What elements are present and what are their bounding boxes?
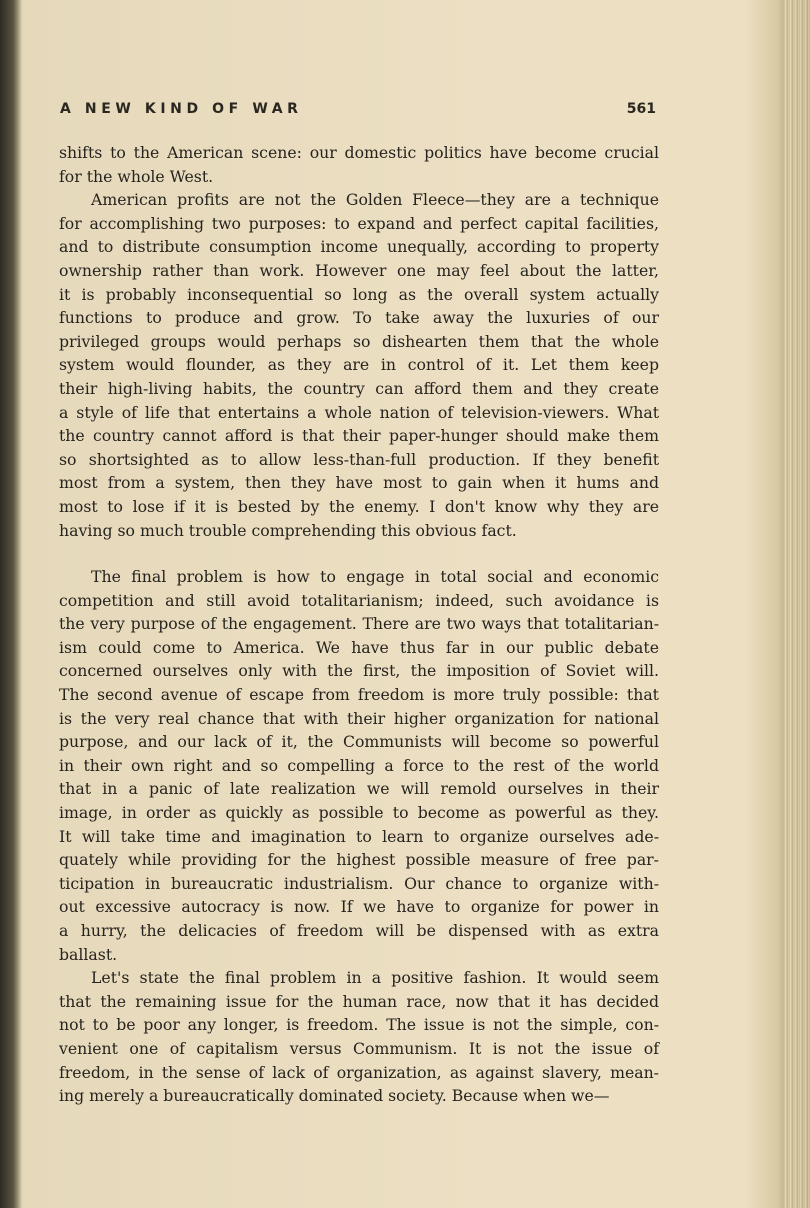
text-line: privileged groups would perhaps so dishearten them that the whole — [59, 331, 659, 351]
page-edges — [784, 0, 810, 1208]
text-line: having so much trouble comprehending this obvious fact. — [59, 520, 517, 540]
text-line: system would flounder, as they are in control of it. Let them keep — [59, 355, 659, 375]
text-line: most from a system, then they have most to gain when it hums and — [59, 473, 659, 493]
text-line: concerned ourselves only with the first, the imposition of Soviet will. — [59, 661, 659, 681]
text-line: ballast. — [59, 944, 118, 964]
text-line: The second avenue of escape from freedom is more truly possible: that — [59, 685, 659, 705]
text-line: quately while providing for the highest possible measure of free par- — [59, 850, 659, 870]
text-line: that in a panic of late realization we will remold ourselves in their — [59, 779, 659, 799]
text-line: not to be poor any longer, is freedom. The issue is not the simple, con- — [59, 1015, 659, 1035]
paragraph — [59, 966, 659, 1108]
text-line: for the whole West. — [59, 166, 214, 186]
text-line: It will take time and imagination to learn to organize ourselves ade- — [59, 826, 659, 846]
text-line: competition and still avoid totalitarianism; indeed, such avoidance is — [59, 590, 659, 610]
text-line: their high-living habits, the country can afford them and they create — [59, 378, 659, 398]
text-line: so shortsighted as to allow less-than-full production. If they benefit — [59, 449, 659, 469]
text-line: ownership rather than work. However one may feel about the latter, — [59, 260, 659, 280]
running-head — [60, 101, 656, 123]
text-line: venient one of capitalism versus Communism. It is not the issue of — [59, 1038, 659, 1058]
text-line: ing merely a bureaucratically dominated society. Because when we— — [59, 1086, 610, 1106]
text-line: for accomplishing two purposes: to expand and perfect capital facilities, — [59, 213, 659, 233]
paragraph — [59, 565, 659, 966]
text-line: a style of life that entertains a whole nation of television-viewers. What — [59, 402, 659, 422]
text-line: The final problem is how to engage in total social and economic — [91, 567, 659, 587]
text-line: the country cannot afford is that their paper-hunger should make them — [59, 426, 659, 446]
text-line: ticipation in bureaucratic industrialism. Our chance to organize with- — [59, 873, 659, 893]
text-line: functions to produce and grow. To take away the luxuries of our — [59, 308, 659, 328]
paragraph-gap — [59, 542, 659, 565]
book-spine-shadow — [0, 0, 22, 1208]
text-line: freedom, in the sense of lack of organization, as against slavery, mean- — [59, 1062, 659, 1082]
text-line: image, in order as quickly as possible to become as powerful as they. — [59, 803, 659, 823]
text-line: Let's state the final problem in a positive fashion. It would seem — [91, 968, 659, 988]
text-line: in their own right and so compelling a force to the rest of the world — [59, 755, 659, 775]
text-line: shifts to the American scene: our domestic politics have become crucial — [59, 143, 659, 162]
text-line: American profits are not the Golden Fleece—they are a technique — [91, 190, 659, 210]
text-line: and to distribute consumption income unequally, according to property — [59, 237, 659, 257]
page-number: 561 — [626, 101, 656, 117]
text-line: most to lose if it is bested by the enemy. I don't know why they are — [59, 496, 659, 516]
paragraph — [59, 141, 659, 188]
text-line: is the very real chance that with their higher organization for national — [59, 708, 659, 728]
text-line: it is probably inconsequential so long as the overall system actually — [59, 284, 659, 304]
text-line: ism could come to America. We have thus far in our public debate — [59, 637, 659, 657]
body-text — [59, 141, 659, 1108]
text-line: that the remaining issue for the human race, now that it has decided — [59, 991, 659, 1011]
text-line: a hurry, the delicacies of freedom will be dispensed with as extra — [59, 921, 659, 940]
paragraph — [59, 188, 659, 542]
chapter-title: A NEW KIND OF WAR — [60, 101, 303, 117]
text-line: out excessive autocracy is now. If we have to organize for power in — [59, 897, 659, 917]
text-line: purpose, and our lack of it, the Communists will become so powerful — [59, 732, 659, 752]
text-line: the very purpose of the engagement. There are two ways that totalitarian- — [59, 614, 659, 634]
